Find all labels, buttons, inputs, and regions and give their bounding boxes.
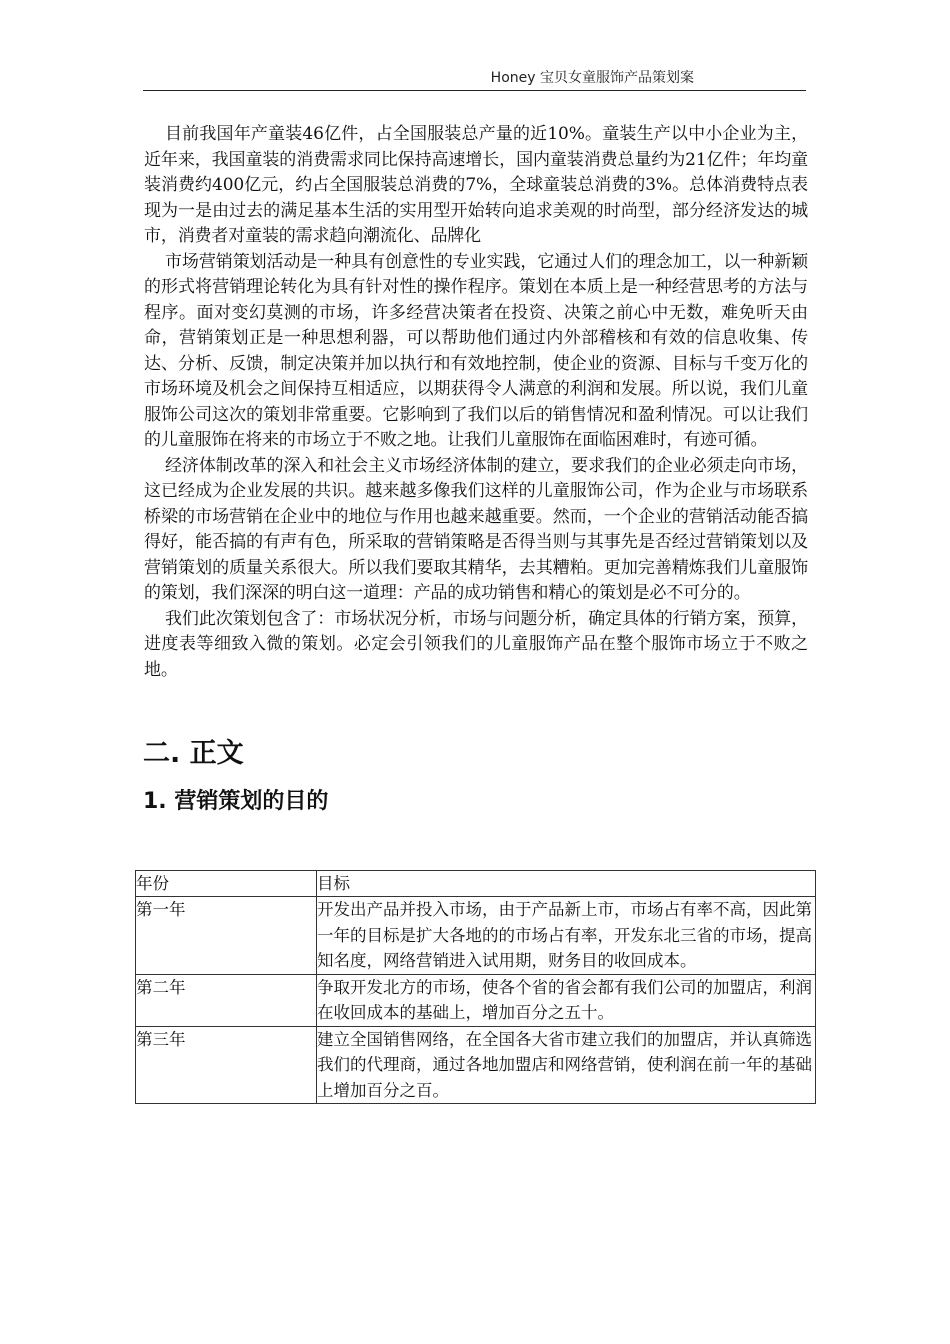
table-cell-year: 第一年 <box>136 897 317 975</box>
table-cell-goal: 开发出产品并投入市场，由于产品新上市，市场占有率不高，因此第一年的目标是扩大各地的的市场占有率，开发东北三省的市场，提高知名度，网络营销进入试用期，财务目的收回成本。 <box>317 897 816 975</box>
paragraph-market-overview: 目前我国年产童装46亿件，占全国服装总产量的近10%。童装生产以中小企业为主，近年来，我国童装的消费需求同比保持高速增长，国内童装消费总量约为21亿件；年均童装消费约400亿元，约占全国服装总消费的7%，全球童装总消费的3%。总体消费特点表现为一是由过去的满足基本生活的实用型开始转向追求美观的时尚型，部分经济发达的城市，消费者对童装的需求趋向潮流化、品牌化 <box>144 124 808 246</box>
header-title: Honey 宝贝女童服饰产品策划案 <box>490 70 694 86</box>
table-cell-year: 第三年 <box>136 1026 317 1104</box>
paragraph-plan-contents: 我们此次策划包含了：市场状况分析，市场与问题分析，确定具体的行销方案，预算，进度表等细致入微的策划。必定会引领我们的儿童服饰产品在整个服饰市场立于不败之地。 <box>144 608 808 680</box>
paragraph-economic-reform: 经济体制改革的深入和社会主义市场经济体制的建立，要求我们的企业必须走向市场，这已经成为企业发展的共识。越来越多像我们这样的儿童服饰公司，作为企业与市场联系桥梁的市场营销在企业中的地位与作用也越来越重要。然而，一个企业的营销活动能否搞得好，能否搞的有声有色，所采取的营销策略是否得当则与其事先是否经过营销策划以及营销策划的质量关系很大。所以我们要取其精华，去其糟粕。更加完善精炼我们儿童服饰的策划，我们深深的明白这一道理：产品的成功销售和精心的策划是必不可分的。 <box>144 455 808 603</box>
table-header-year: 年份 <box>136 871 317 897</box>
section-heading: 二. 正文 <box>143 738 244 769</box>
table-header-goal: 目标 <box>317 871 816 897</box>
table-cell-goal: 建立全国销售网络，在全国各大省市建立我们的加盟店，并认真筛选我们的代理商，通过各地加盟店和网络营销，使利润在前一年的基础上增加百分之百。 <box>317 1026 816 1104</box>
table-header-row <box>136 871 816 897</box>
paragraph-planning-importance: 市场营销策划活动是一种具有创意性的专业实践，它通过人们的理念加工，以一种新颖的形式将营销理论转化为具有针对性的操作程序。策划在本质上是一种经营思考的方法与程序。面对变幻莫测的市场，许多经营决策者在投资、决策之前心中无数，难免听天由命，营销策划正是一种思想利器，可以帮助他们通过内外部稽核和有效的信息收集、传达、分析、反馈，制定决策并加以执行和有效地控制，使企业的资源、目标与千变万化的市场环境及机会之间保持互相适应，以期获得令人满意的利润和发展。所以说，我们儿童服饰公司这次的策划非常重要。它影响到了我们以后的销售情况和盈利情况。可以让我们的儿童服饰在将来的市场立于不败之地。让我们儿童服饰在面临困难时，有迹可循。 <box>144 251 808 450</box>
goals-table <box>135 870 816 1104</box>
table-cell-goal: 争取开发北方的市场，使各个省的省会都有我们公司的加盟店，利润在收回成本的基础上，增加百分之五十。 <box>317 974 816 1026</box>
subsection-heading: 1. 营销策划的目的 <box>143 789 329 814</box>
body-text <box>144 122 808 683</box>
table-row <box>136 1026 816 1104</box>
table-row <box>136 974 816 1026</box>
table-row <box>136 897 816 975</box>
page-header <box>143 64 806 91</box>
table-cell-year: 第二年 <box>136 974 317 1026</box>
